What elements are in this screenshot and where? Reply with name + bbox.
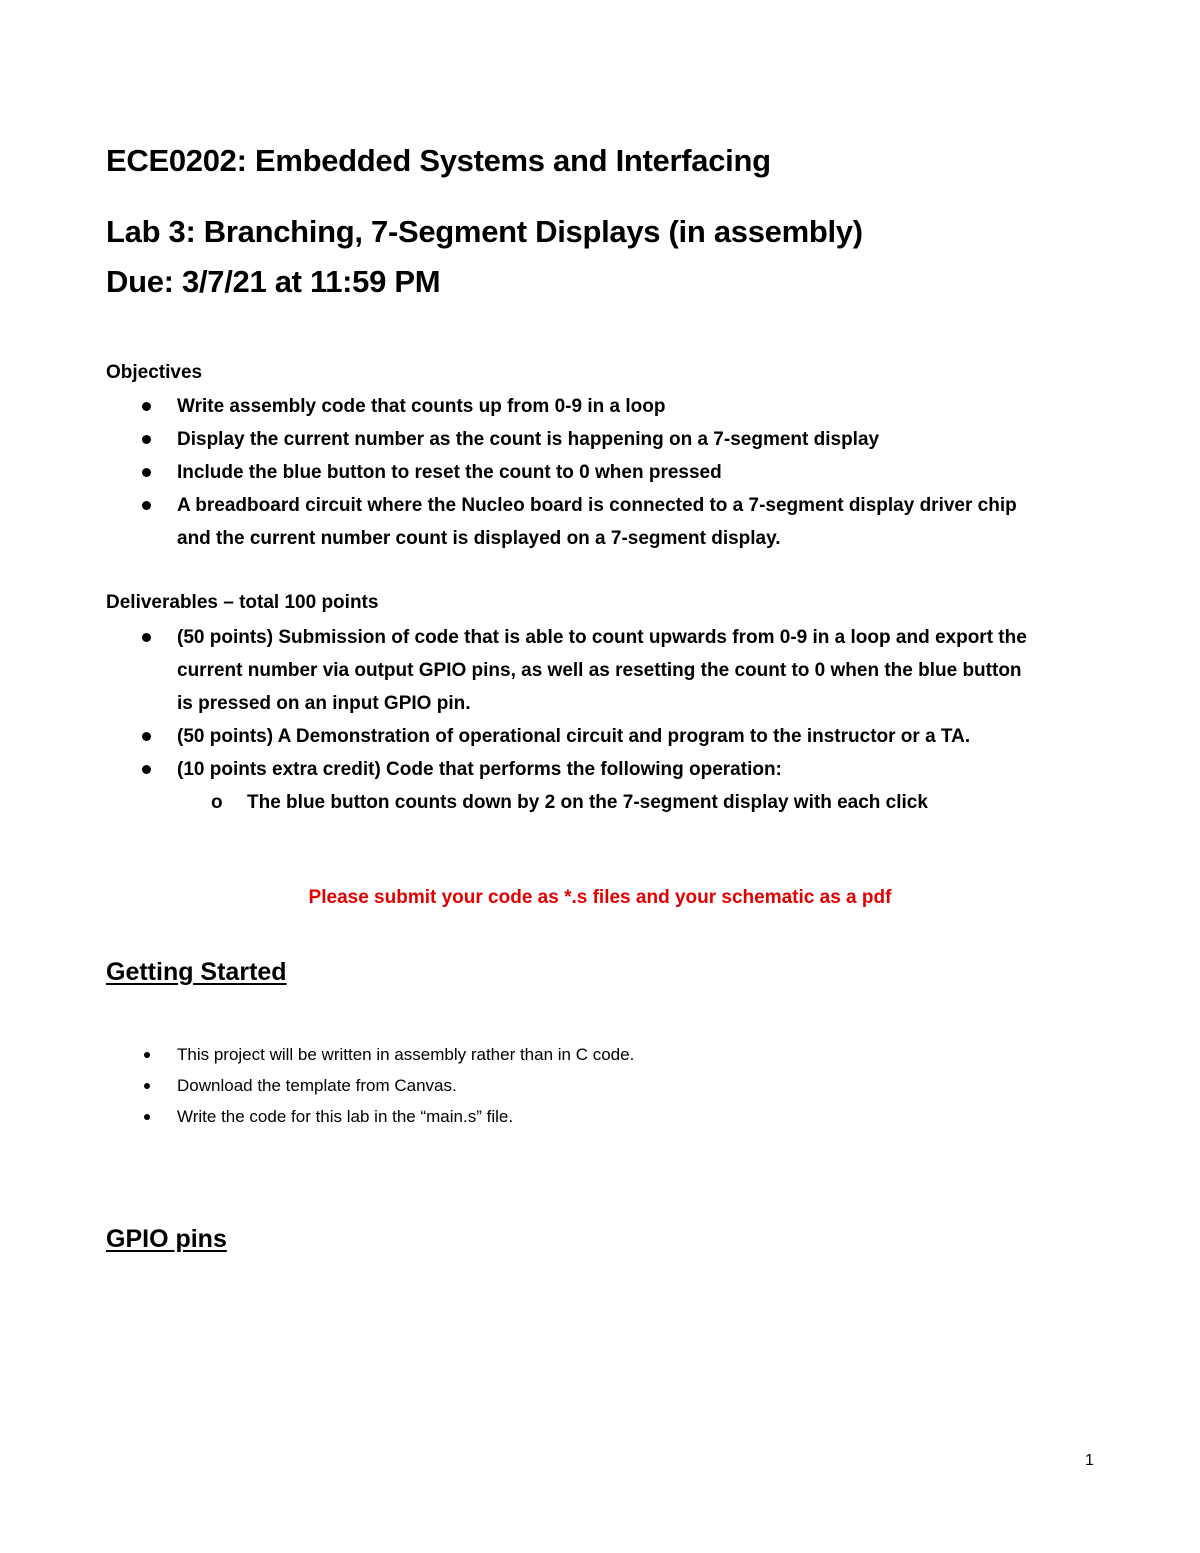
bullet-icon [142,633,151,642]
list-item-text: Write assembly code that counts up from 0-9 in a loop [177,396,666,417]
sub-list-item-text: The blue button counts down by 2 on the 7-segment display with each click [247,792,928,813]
gpio-pins-heading: GPIO pins [106,1225,227,1253]
bullet-icon [142,732,151,741]
list-item-text: and the current number count is displayed on a 7-segment display. [177,528,781,549]
objectives-heading: Objectives [106,362,203,383]
lab-title: Lab 3: Branching, 7-Segment Displays (in assembly) [106,214,863,249]
page-number: 1 [1085,1452,1094,1469]
submission-note: Please submit your code as *.s files and your schematic as a pdf [308,887,892,908]
list-item-text: Include the blue button to reset the count to 0 when pressed [177,462,722,483]
bullet-icon [142,501,151,510]
list-item-text: Display the current number as the count is happening on a 7-segment display [177,429,880,450]
course-title: ECE0202: Embedded Systems and Interfacing [106,143,771,178]
list-item-text: Download the template from Canvas. [177,1076,457,1095]
list-item-text: (50 points) Submission of code that is able to count upwards from 0-9 in a loop and export the [177,627,1027,648]
due-date: Due: 3/7/21 at 11:59 PM [106,264,441,299]
bullet-icon [142,468,151,477]
bullet-icon [142,765,151,774]
getting-started-heading: Getting Started [106,958,287,986]
bullet-icon [144,1052,150,1058]
bullet-icon [142,435,151,444]
bullet-icon [144,1114,150,1120]
list-item-text: current number via output GPIO pins, as well as resetting the count to 0 when the blue button [177,660,1022,681]
list-item-text: (10 points extra credit) Code that performs the following operation: [177,759,782,780]
sub-bullet-icon: o [211,792,223,813]
list-item-text: A breadboard circuit where the Nucleo board is connected to a 7-segment display driver chip [177,495,1017,516]
list-item-text: This project will be written in assembly rather than in C code. [177,1045,635,1064]
list-item-text: is pressed on an input GPIO pin. [177,693,471,714]
list-item-text: Write the code for this lab in the “main.s” file. [177,1107,514,1126]
deliverables-heading: Deliverables – total 100 points [106,592,379,613]
list-item-text: (50 points) A Demonstration of operational circuit and program to the instructor or a TA. [177,726,971,747]
bullet-icon [144,1083,150,1089]
bullet-icon [142,402,151,411]
